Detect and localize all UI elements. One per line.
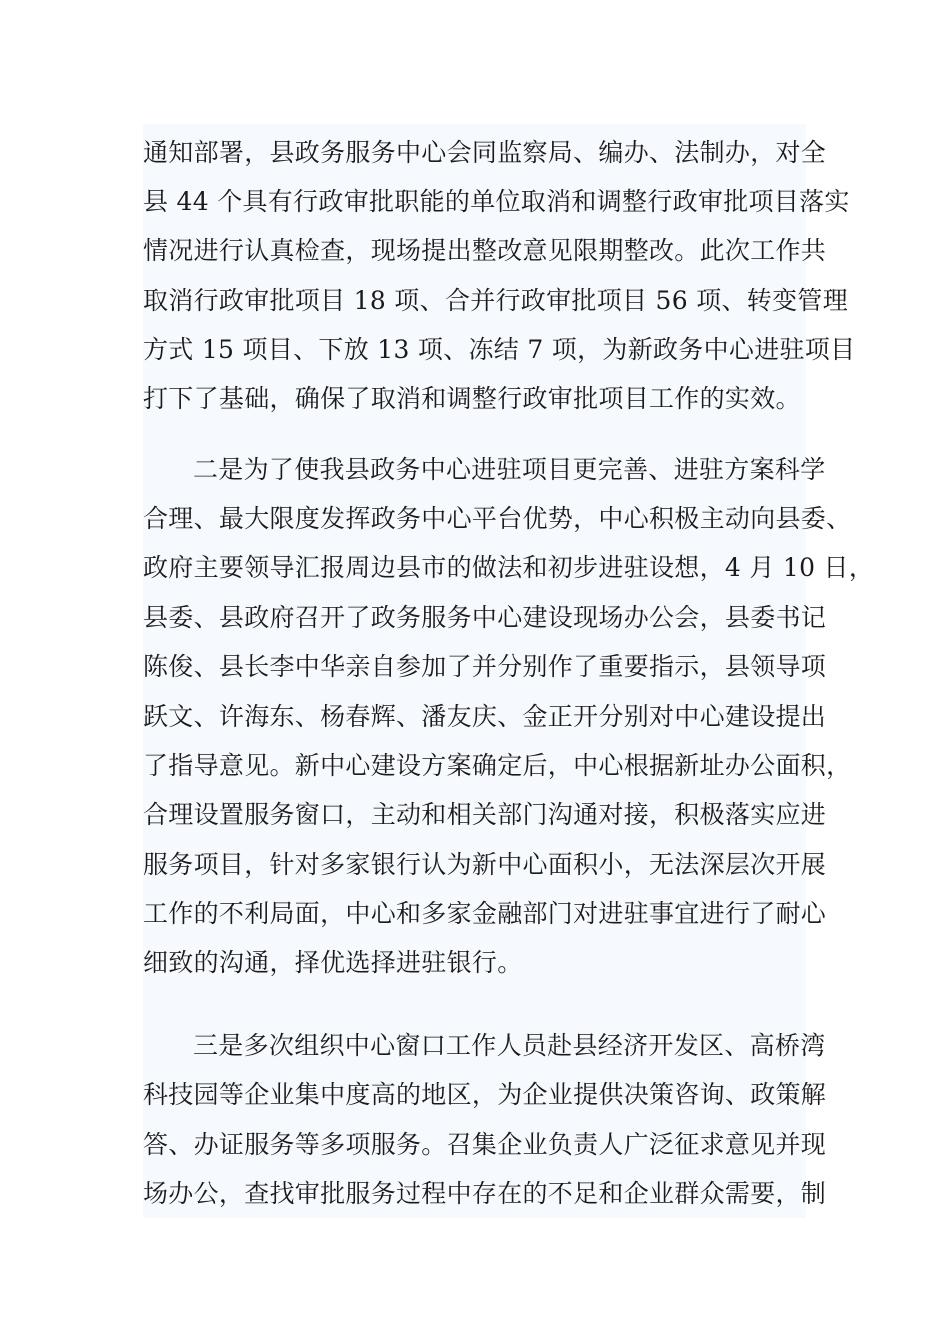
paragraph-2-line: 服务项目，针对多家银行认为新中心面积小，无法深层次开展 xyxy=(143,850,827,879)
paragraph-1-line: 通知部署，县政务服务中心会同监察局、编办、法制办，对全 xyxy=(143,138,827,167)
paragraph-3-line: 三是多次组织中心窗口工作人员赴县经济开发区、高桥湾 xyxy=(193,1031,826,1060)
paragraph-1-line: 情况进行认真检查，现场提出整改意见限期整改。此次工作共 xyxy=(143,236,827,265)
paragraph-1-line: 取消行政审批项目 18 项、合并行政审批项目 56 项、转变管理 xyxy=(143,286,849,315)
paragraph-1-line: 县 44 个具有行政审批职能的单位取消和调整行政审批项目落实 xyxy=(143,187,850,216)
paragraph-2-line: 合理、最大限度发挥政务中心平台优势，中心积极主动向县委、 xyxy=(143,504,852,533)
paragraph-2-line: 政府主要领导汇报周边县市的做法和初步进驻设想，4 月 10 日， xyxy=(143,553,875,582)
paragraph-2-line: 二是为了使我县政务中心进驻项目更完善、进驻方案科学 xyxy=(193,455,826,484)
paragraph-2-line: 细致的沟通，择优选择进驻银行。 xyxy=(143,948,523,977)
paragraph-3-line: 场办公，查找审批服务过程中存在的不足和企业群众需要，制 xyxy=(143,1179,827,1208)
paragraph-2-line: 跃文、许海东、杨春辉、潘友庆、金正开分别对中心建设提出 xyxy=(143,702,827,731)
paragraph-2-line: 县委、县政府召开了政务服务中心建设现场办公会，县委书记 xyxy=(143,603,827,632)
paragraph-2-line: 了指导意见。新中心建设方案确定后，中心根据新址办公面积， xyxy=(143,751,852,780)
paragraph-3 xyxy=(143,998,827,1218)
paragraph-2-line: 陈俊、县长李中华亲自参加了并分别作了重要指示，县领导项 xyxy=(143,652,827,681)
paragraph-2 xyxy=(143,444,875,998)
paragraph-3-line: 科技园等企业集中度高的地区，为企业提供决策咨询、政策解 xyxy=(143,1080,827,1109)
paragraph-2-line: 合理设置服务窗口，主动和相关部门沟通对接，积极落实应进 xyxy=(143,800,827,829)
paragraph-1-line: 方式 15 项目、下放 13 项、冻结 7 项，为新政务中心进驻项目 xyxy=(143,335,856,364)
paragraph-1-line: 打下了基础，确保了取消和调整行政审批项目工作的实效。 xyxy=(143,384,801,413)
paragraph-2-line: 工作的不利局面，中心和多家金融部门对进驻事宜进行了耐心 xyxy=(143,899,827,928)
paragraph-1 xyxy=(143,124,856,444)
paragraph-3-line: 答、办证服务等多项服务。召集企业负责人广泛征求意见并现 xyxy=(143,1130,827,1159)
